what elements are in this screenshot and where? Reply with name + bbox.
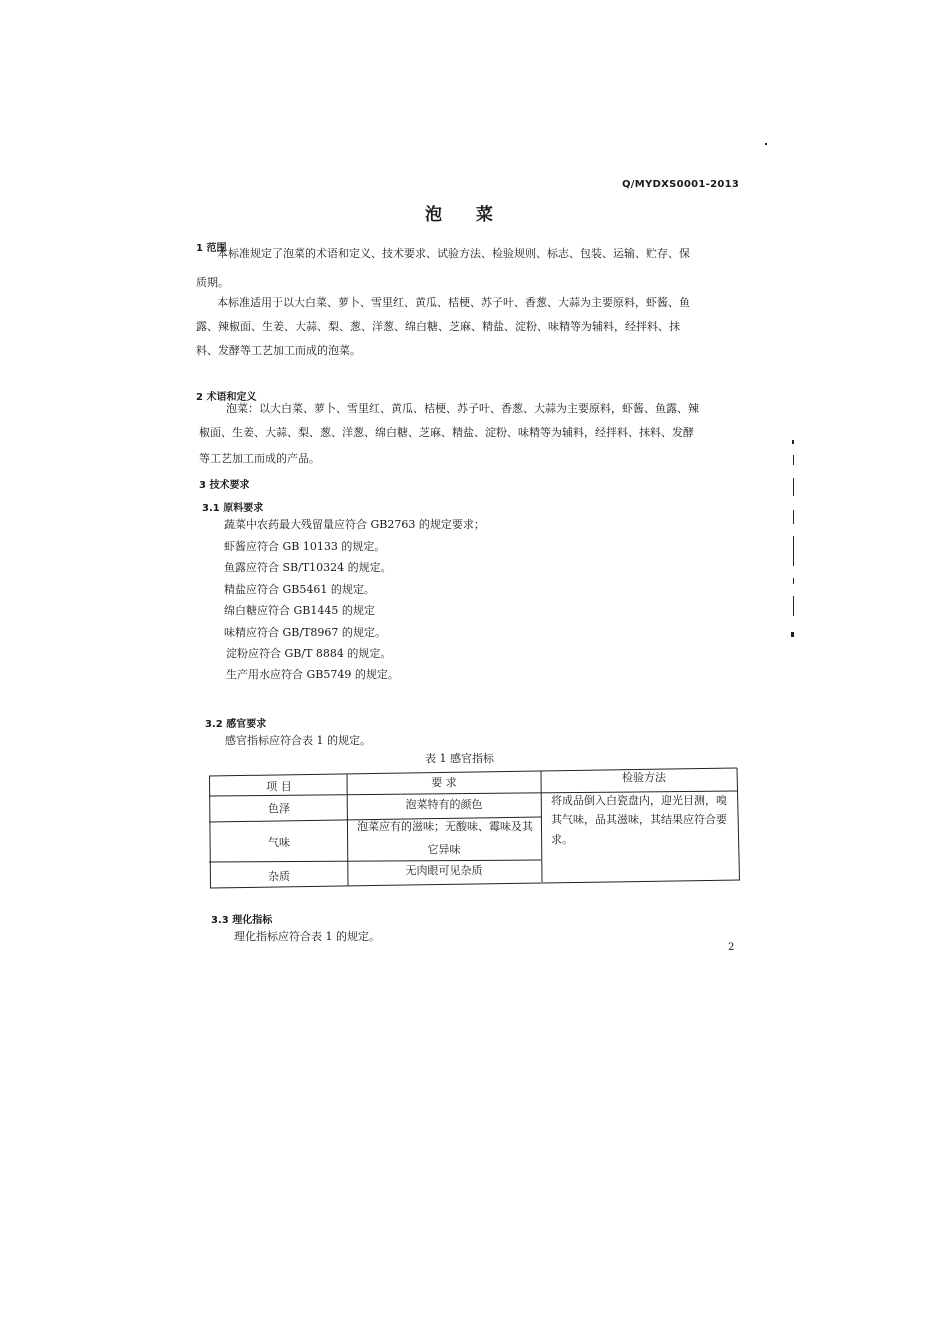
page-title: 泡 菜 <box>425 205 507 225</box>
document-code: Q/MYDXS0001-2013 <box>622 179 740 190</box>
section-3-2-intro: 感官指标应符合表 1 的规定。 <box>225 734 371 747</box>
section-1-paragraph-2-line-1: 本标准适用于以大白菜、萝卜、雪里红、黄瓜、桔梗、苏子叶、香葱、大蒜为主要原料，虾酱、鱼 <box>217 296 690 309</box>
sensory-table <box>209 767 740 889</box>
list-item: 淀粉应符合 GB/T 8884 的规定。 <box>226 647 392 660</box>
table-cell-method-line-1: 将成品倒入白瓷盘内，迎光目测，嗅 <box>551 794 727 807</box>
section-1-paragraph-1-line-2: 质期。 <box>196 276 229 289</box>
list-item: 蔬菜中农药最大残留量应符合 GB2763 的规定要求； <box>224 518 485 531</box>
table-header-item: 项 目 <box>266 780 292 793</box>
table-cell-method-line-2: 其气味，品其滋味，其结果应符合要 <box>551 813 727 826</box>
list-item: 味精应符合 GB/T8967 的规定。 <box>224 626 386 639</box>
section-3-heading: 3 技术要求 <box>199 480 250 491</box>
section-1-heading: 1 范围 <box>196 243 227 254</box>
table-cell-impurity-item: 杂质 <box>268 870 290 883</box>
scan-mark <box>793 510 794 524</box>
scan-mark <box>792 440 794 444</box>
table-cell-color-item: 色泽 <box>268 802 290 815</box>
table-cell-method-line-3: 求。 <box>551 833 573 846</box>
list-item: 精盐应符合 GB5461 的规定。 <box>224 583 375 596</box>
table-header-method: 检验方法 <box>622 771 666 784</box>
section-1-paragraph-1-line-1: 本标准规定了泡菜的术语和定义、技术要求、试验方法、检验规则、标志、包装、运输、贮存、保 <box>217 247 690 260</box>
section-3-3-intro: 理化指标应符合表 1 的规定。 <box>234 930 380 943</box>
section-3-1-heading: 3.1 原料要求 <box>202 503 264 514</box>
scan-mark <box>793 455 794 465</box>
scan-mark <box>793 578 794 584</box>
table-cell-odor-requirement-line-2: 它异味 <box>427 843 461 856</box>
table-caption: 表 1 感官指标 <box>425 752 494 765</box>
list-item: 虾酱应符合 GB 10133 的规定。 <box>224 540 386 553</box>
table-cell-color-requirement: 泡菜特有的颜色 <box>405 798 483 811</box>
section-1-paragraph-2-line-3: 料、发酵等工艺加工而成的泡菜。 <box>196 344 361 357</box>
list-item: 生产用水应符合 GB5749 的规定。 <box>226 668 399 681</box>
list-item: 绵白糖应符合 GB1445 的规定 <box>224 604 375 617</box>
section-2-line-2: 椒面、生姜、大蒜、梨、葱、洋葱、绵白糖、芝麻、精盐、淀粉、味精等为辅料，经拌料、抹料、发酵 <box>199 426 694 439</box>
scan-mark <box>793 536 794 566</box>
section-2-line-3: 等工艺加工而成的产品。 <box>199 452 320 465</box>
table-cell-odor-item: 气味 <box>268 836 290 849</box>
scan-mark <box>793 596 794 616</box>
section-3-3-heading: 3.3 理化指标 <box>211 915 273 926</box>
table-cell-odor-requirement-line-1: 泡菜应有的滋味；无酸味、霉味及其 <box>357 820 533 833</box>
table-header-requirement: 要 求 <box>431 776 457 789</box>
table-cell-impurity-requirement: 无肉眼可见杂质 <box>405 864 483 877</box>
scan-mark <box>765 143 767 145</box>
section-1-paragraph-2-line-2: 露、辣椒面、生姜、大蒜、梨、葱、洋葱、绵白糖、芝麻、精盐、淀粉、味精等为辅料，经拌料、抹 <box>196 320 680 333</box>
section-3-2-heading: 3.2 感官要求 <box>205 719 267 730</box>
scan-mark <box>791 632 794 637</box>
page-number: 2 <box>728 942 735 953</box>
section-2-heading: 2 术语和定义 <box>196 392 257 403</box>
scan-mark <box>793 478 794 496</box>
section-2-line-1: 泡菜：以大白菜、萝卜、雪里红、黄瓜、桔梗、苏子叶、香葱、大蒜为主要原料，虾酱、鱼露、辣 <box>226 402 699 415</box>
list-item: 鱼露应符合 SB/T10324 的规定。 <box>224 561 392 574</box>
